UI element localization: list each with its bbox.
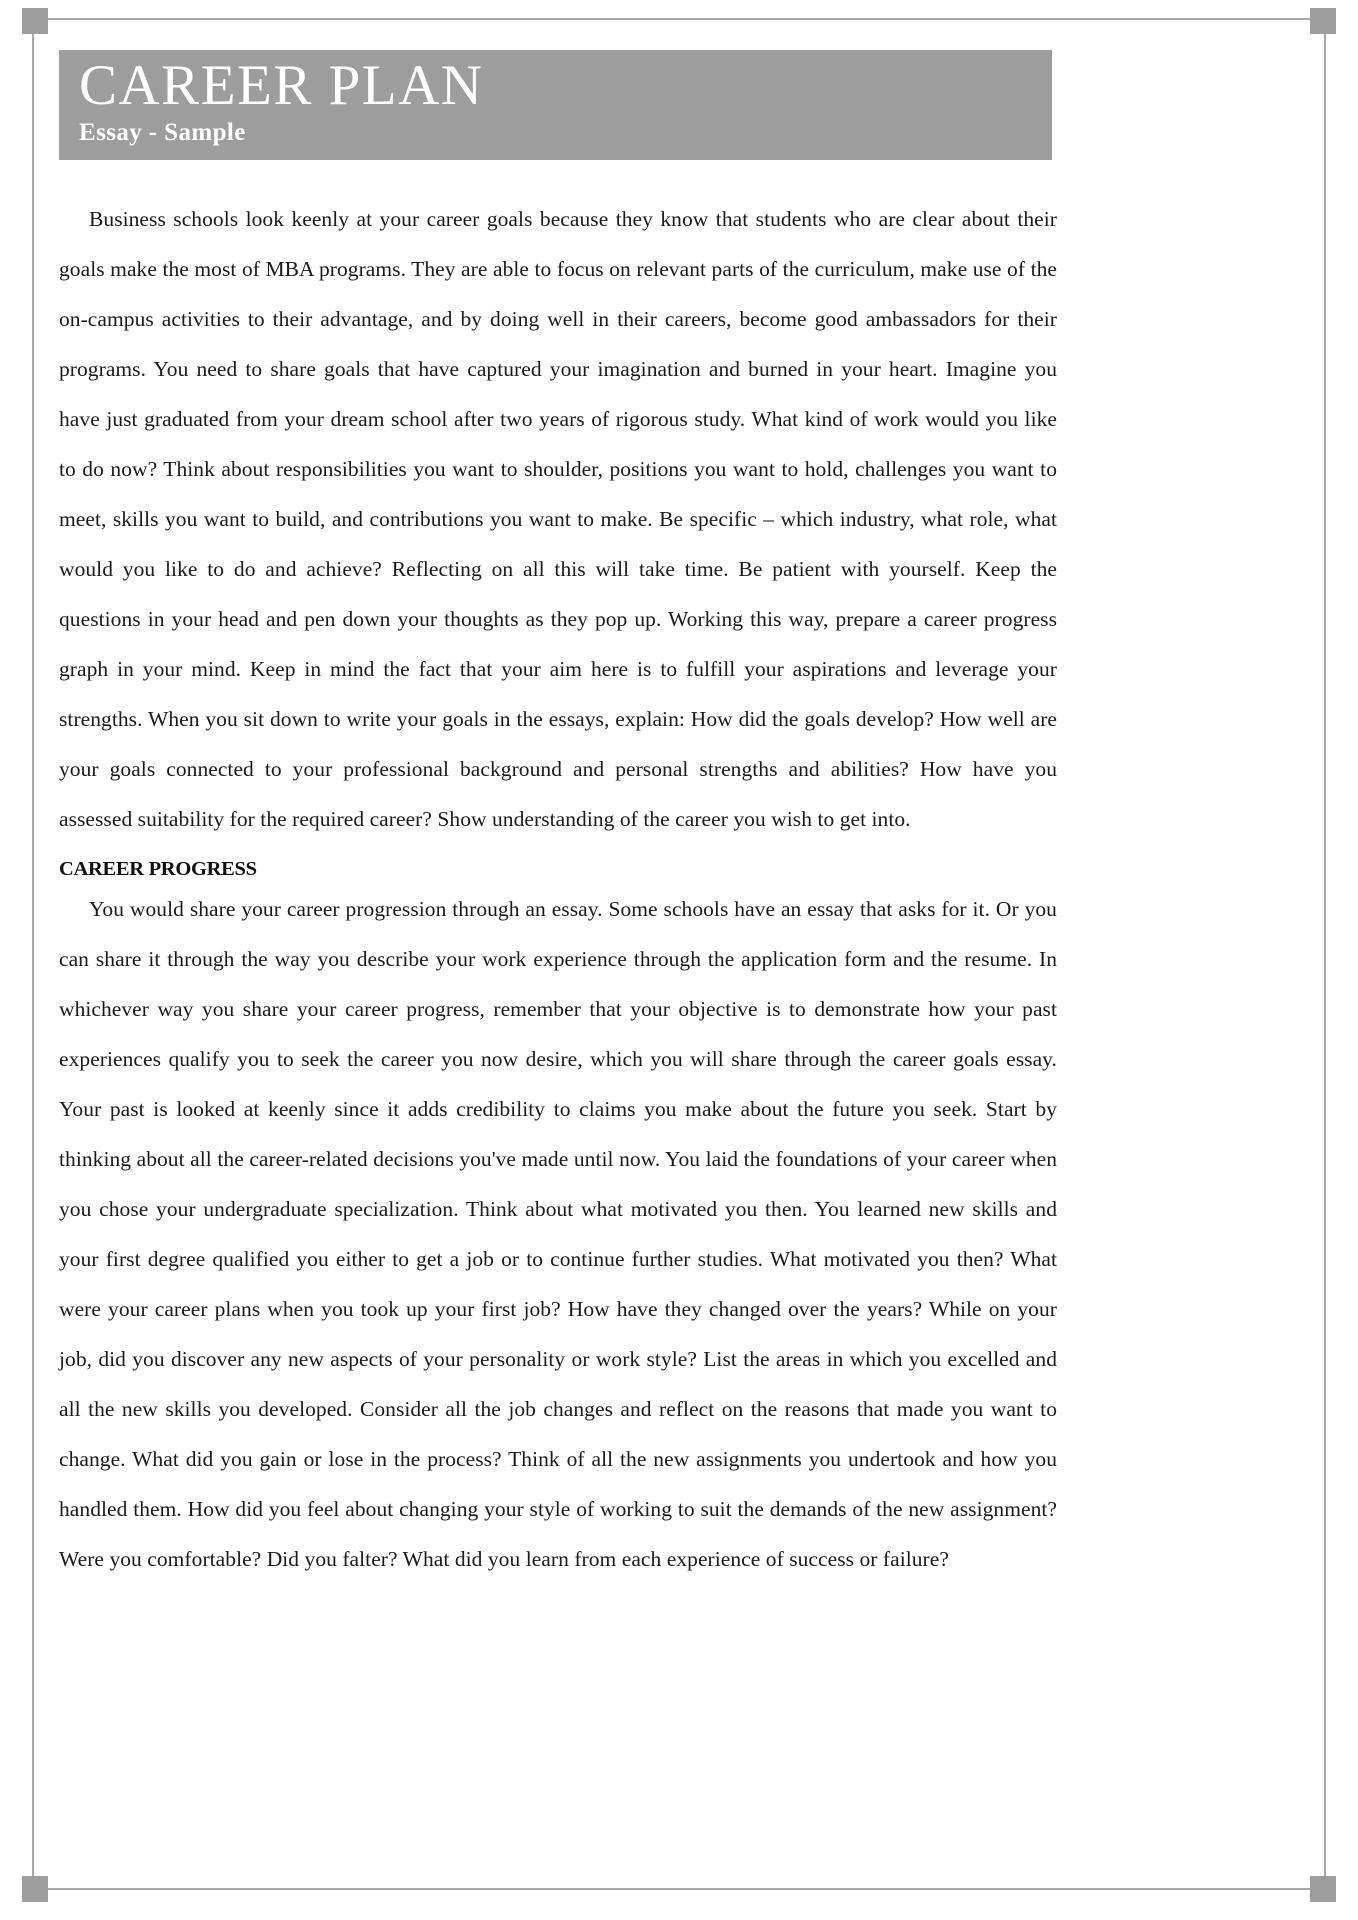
document-content <box>59 50 1059 1584</box>
corner-mark-bottom-right <box>1310 1876 1336 1902</box>
section-heading-career-progress: CAREER PROGRESS <box>59 858 257 880</box>
paragraph-intro: Business schools look keenly at your career goals because they know that students who are clear about their goals make the most of MBA programs. They are able to focus on relevant parts of the curriculum, make use of the on-campus activities to their advantage, and by doing well in their careers, become good ambassadors for their programs. You need to share goals that have captured your imagination and burned in your heart. Imagine you have just graduated from your dream school after two years of rigorous study. What kind of work would you like to do now? Think about responsibilities you want to shoulder, positions you want to hold, challenges you want to meet, skills you want to build, and contributions you want to make. Be specific – which industry, what role, what would you like to do and achieve? Reflecting on all this will take time. Be patient with yourself. Keep the questions in your head and pen down your thoughts as they pop up. Working this way, prepare a career progress graph in your mind. Keep in mind the fact that your aim here is to fulfill your aspirations and leverage your strengths. When you sit down to write your goals in the essays, explain: How did the goals develop? How well are your goals connected to your professional background and personal strengths and abilities? How have you assessed suitability for the required career? Show understanding of the career you wish to get into. <box>59 207 1057 831</box>
corner-mark-top-right <box>1310 8 1336 34</box>
page-subtitle: Essay - Sample <box>79 119 246 146</box>
title-banner <box>59 50 1052 160</box>
corner-mark-bottom-left <box>22 1876 48 1902</box>
corner-mark-top-left <box>22 8 48 34</box>
paragraph-career-progress: You would share your career progression through an essay. Some schools have an essay that asks for it. Or you can share it through the way you describe your work experience through the application form and the resume. In whichever way you share your career progress, remember that your objective is to demonstrate how your past experiences qualify you to seek the career you now desire, which you will share through the career goals essay. Your past is looked at keenly since it adds credibility to claims you make about the future you seek. Start by thinking about all the career-related decisions you've made until now. You laid the foundations of your career when you chose your undergraduate specialization. Think about what motivated you then. You learned new skills and your first degree qualified you either to get a job or to continue further studies. What motivated you then? What were your career plans when you took up your first job? How have they changed over the years? While on your job, did you discover any new aspects of your personality or work style? List the areas in which you excelled and all the new skills you developed. Consider all the job changes and reflect on the reasons that made you want to change. What did you gain or lose in the process? Think of all the new assignments you undertook and how you handled them. How did you feel about changing your style of working to suit the demands of the new assignment? Were you comfortable? Did you falter? What did you learn from each experience of success or failure? <box>59 897 1057 1571</box>
page-title: CAREER PLAN <box>79 54 484 117</box>
essay-body <box>59 194 1057 1584</box>
